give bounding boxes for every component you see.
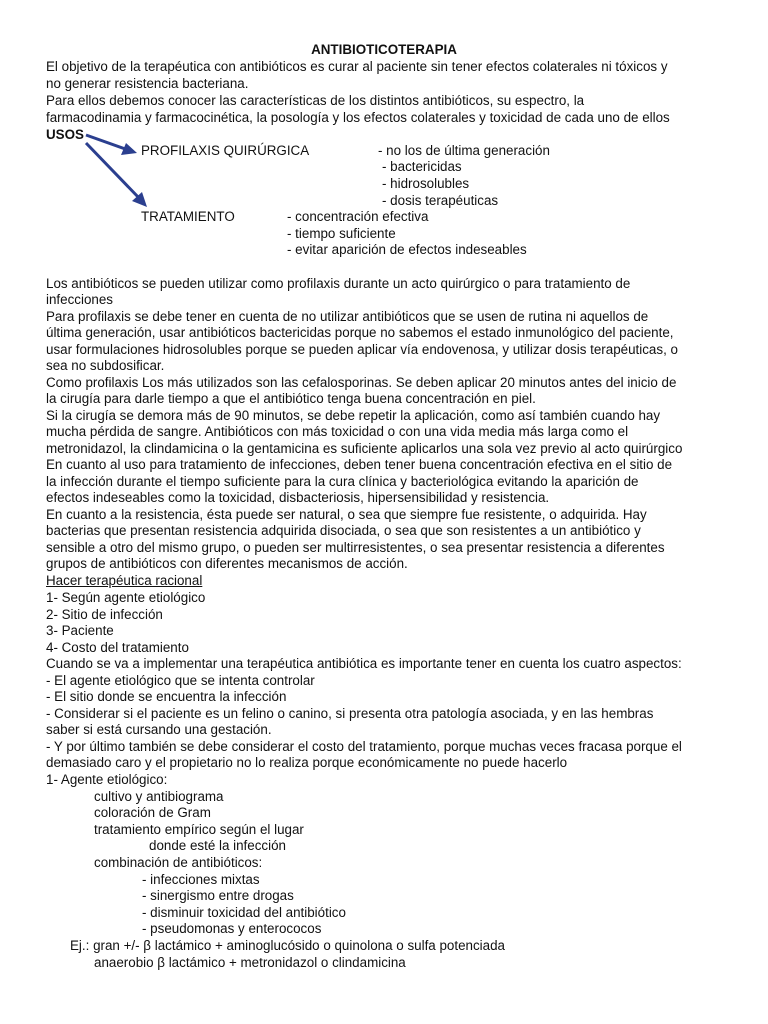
racional-item: 2- Sitio de infección bbox=[46, 607, 163, 622]
intro-line: Para ellos debemos conocer las características de los distintos antibióticos, su espectro, la bbox=[46, 93, 585, 108]
agente-sub: tratamiento empírico según el lugar bbox=[94, 822, 304, 837]
combo-item: - disminuir toxicidad del antibiótico bbox=[142, 905, 346, 920]
combo-item: - infecciones mixtas bbox=[142, 872, 260, 887]
agente-sub: coloración de Gram bbox=[94, 805, 211, 820]
combo-item: - sinergismo entre drogas bbox=[142, 888, 294, 903]
intro-line: El objetivo de la terapéutica con antibióticos es curar al paciente sin tener efectos colaterales ni tóxicos y bbox=[46, 59, 668, 74]
agente-sub-cont: donde esté la infección bbox=[149, 838, 286, 853]
aspects-line: - Y por último también se debe considerar el costo del tratamiento, porque muchas veces fracasa porque el bbox=[46, 739, 682, 754]
profilaxis-item: - hidrosolubles bbox=[382, 176, 470, 191]
body-line: En cuanto al uso para tratamiento de infecciones, deben tener buena concentración efectiva en el sitio de bbox=[46, 457, 673, 472]
body-line: efectos indeseables como la toxicidad, disbacteriosis, hipersensibilidad y resistencia. bbox=[46, 490, 550, 505]
combo-item: - pseudomonas y enterococos bbox=[142, 921, 322, 936]
body-line: bacterias que presentan resistencia adquirida disociada, o sea que son resistentes a un antibiótico y bbox=[46, 523, 641, 538]
racional-item: 3- Paciente bbox=[46, 623, 114, 638]
tratamiento-item: - tiempo suficiente bbox=[287, 226, 396, 241]
profilaxis-item: - bactericidas bbox=[382, 159, 462, 174]
tratamiento-item: - concentración efectiva bbox=[287, 209, 429, 224]
combo-heading: combinación de antibióticos: bbox=[94, 855, 263, 870]
body-line: sea no subdosificar. bbox=[46, 358, 165, 373]
body-line: En cuanto a la resistencia, ésta puede ser natural, o sea que siempre fue resistente, o adquirida. Hay bbox=[46, 507, 647, 522]
racional-item: 4- Costo del tratamiento bbox=[46, 640, 189, 655]
aspects-line: Cuando se va a implementar una terapéutica antibiótica es importante tener en cuenta los cuatro aspectos: bbox=[46, 656, 682, 671]
racional-item: 1- Según agente etiológico bbox=[46, 590, 206, 605]
racional-heading: Hacer terapéutica racional bbox=[46, 573, 203, 588]
tratamiento-item: - evitar aparición de efectos indeseables bbox=[287, 242, 527, 257]
body-line: Para profilaxis se debe tener en cuenta de no utilizar antibióticos que se usen de rutina ni aquellos de bbox=[46, 309, 649, 324]
body-line: la cirugía para darle tiempo a que el antibiótico tenga buena concentración en piel. bbox=[46, 391, 536, 406]
aspects-line: saber si está cursando una gestación. bbox=[46, 722, 272, 737]
page-title: ANTIBIOTICOTERAPIA bbox=[311, 42, 457, 57]
body-line: grupos de antibióticos con diferentes mecanismos de acción. bbox=[46, 556, 408, 571]
arrow-to-tratamiento-icon bbox=[86, 143, 147, 207]
usos-label: USOS bbox=[46, 127, 84, 142]
body-line: Como profilaxis Los más utilizados son las cefalosporinas. Se deben aplicar 20 minutos antes del inicio de bbox=[46, 375, 677, 390]
example-line: anaerobio β lactámico + metronidazol o clindamicina bbox=[94, 955, 406, 970]
profilaxis-item: - dosis terapéuticas bbox=[382, 193, 499, 208]
intro-line: no generar resistencia bacteriana. bbox=[46, 76, 249, 91]
profilaxis-item: - no los de última generación bbox=[378, 143, 550, 158]
body-line: la infección durante el tiempo suficiente para la cura clínica y bacteriológica evitando la aparición de bbox=[46, 474, 639, 489]
example-line: Ej.: gran +/- β lactámico + aminoglucósido o quinolona o sulfa potenciada bbox=[70, 938, 505, 953]
body-line: Si la cirugía se demora más de 90 minutos, se debe repetir la aplicación, como así también cuando hay bbox=[46, 408, 661, 423]
aspects-line: - El sitio donde se encuentra la infección bbox=[46, 689, 287, 704]
aspects-line: - Considerar si el paciente es un felino o canino, si presenta otra patología asociada, y en las hembras bbox=[46, 706, 654, 721]
agente-sub: cultivo y antibiograma bbox=[94, 789, 224, 804]
aspects-line: - El agente etiológico que se intenta controlar bbox=[46, 673, 315, 688]
agente-heading: 1- Agente etiológico: bbox=[46, 772, 168, 787]
aspects-line: demasiado caro y el propietario no lo realiza porque económicamente no puede hacerlo bbox=[46, 755, 568, 770]
body-line: mucha pérdida de sangre. Antibióticos con más toxicidad o con una vida media más larga como el bbox=[46, 424, 629, 439]
profilaxis-label: PROFILAXIS QUIRÚRGICA bbox=[141, 143, 310, 158]
intro-line: farmacodinamia y farmacocinética, la posología y los efectos colaterales y toxicidad de cada uno de ellos bbox=[46, 110, 670, 125]
body-line: última generación, usar antibióticos bactericidas porque no sabemos el estado inmunológico del paciente, bbox=[46, 325, 674, 340]
arrow-to-profilaxis-icon bbox=[86, 135, 137, 155]
body-line: sensible a otro del mismo grupo, o pueden ser multirresistentes, o sea presentar resistencia a diferentes bbox=[46, 540, 665, 555]
body-line: Los antibióticos se pueden utilizar como profilaxis durante un acto quirúrgico o para tratamiento de bbox=[46, 276, 631, 291]
tratamiento-label: TRATAMIENTO bbox=[141, 209, 235, 224]
body-line: infecciones bbox=[46, 292, 113, 307]
body-line: usar formulaciones hidrosolubles porque se pueden aplicar vía endovenosa, y utilizar dosis terapéuticas, o bbox=[46, 342, 678, 357]
body-line: metronidazol, la clindamicina o la gentamicina es suficiente aplicarlos una sola vez previo al acto quirúrgico bbox=[46, 441, 683, 456]
